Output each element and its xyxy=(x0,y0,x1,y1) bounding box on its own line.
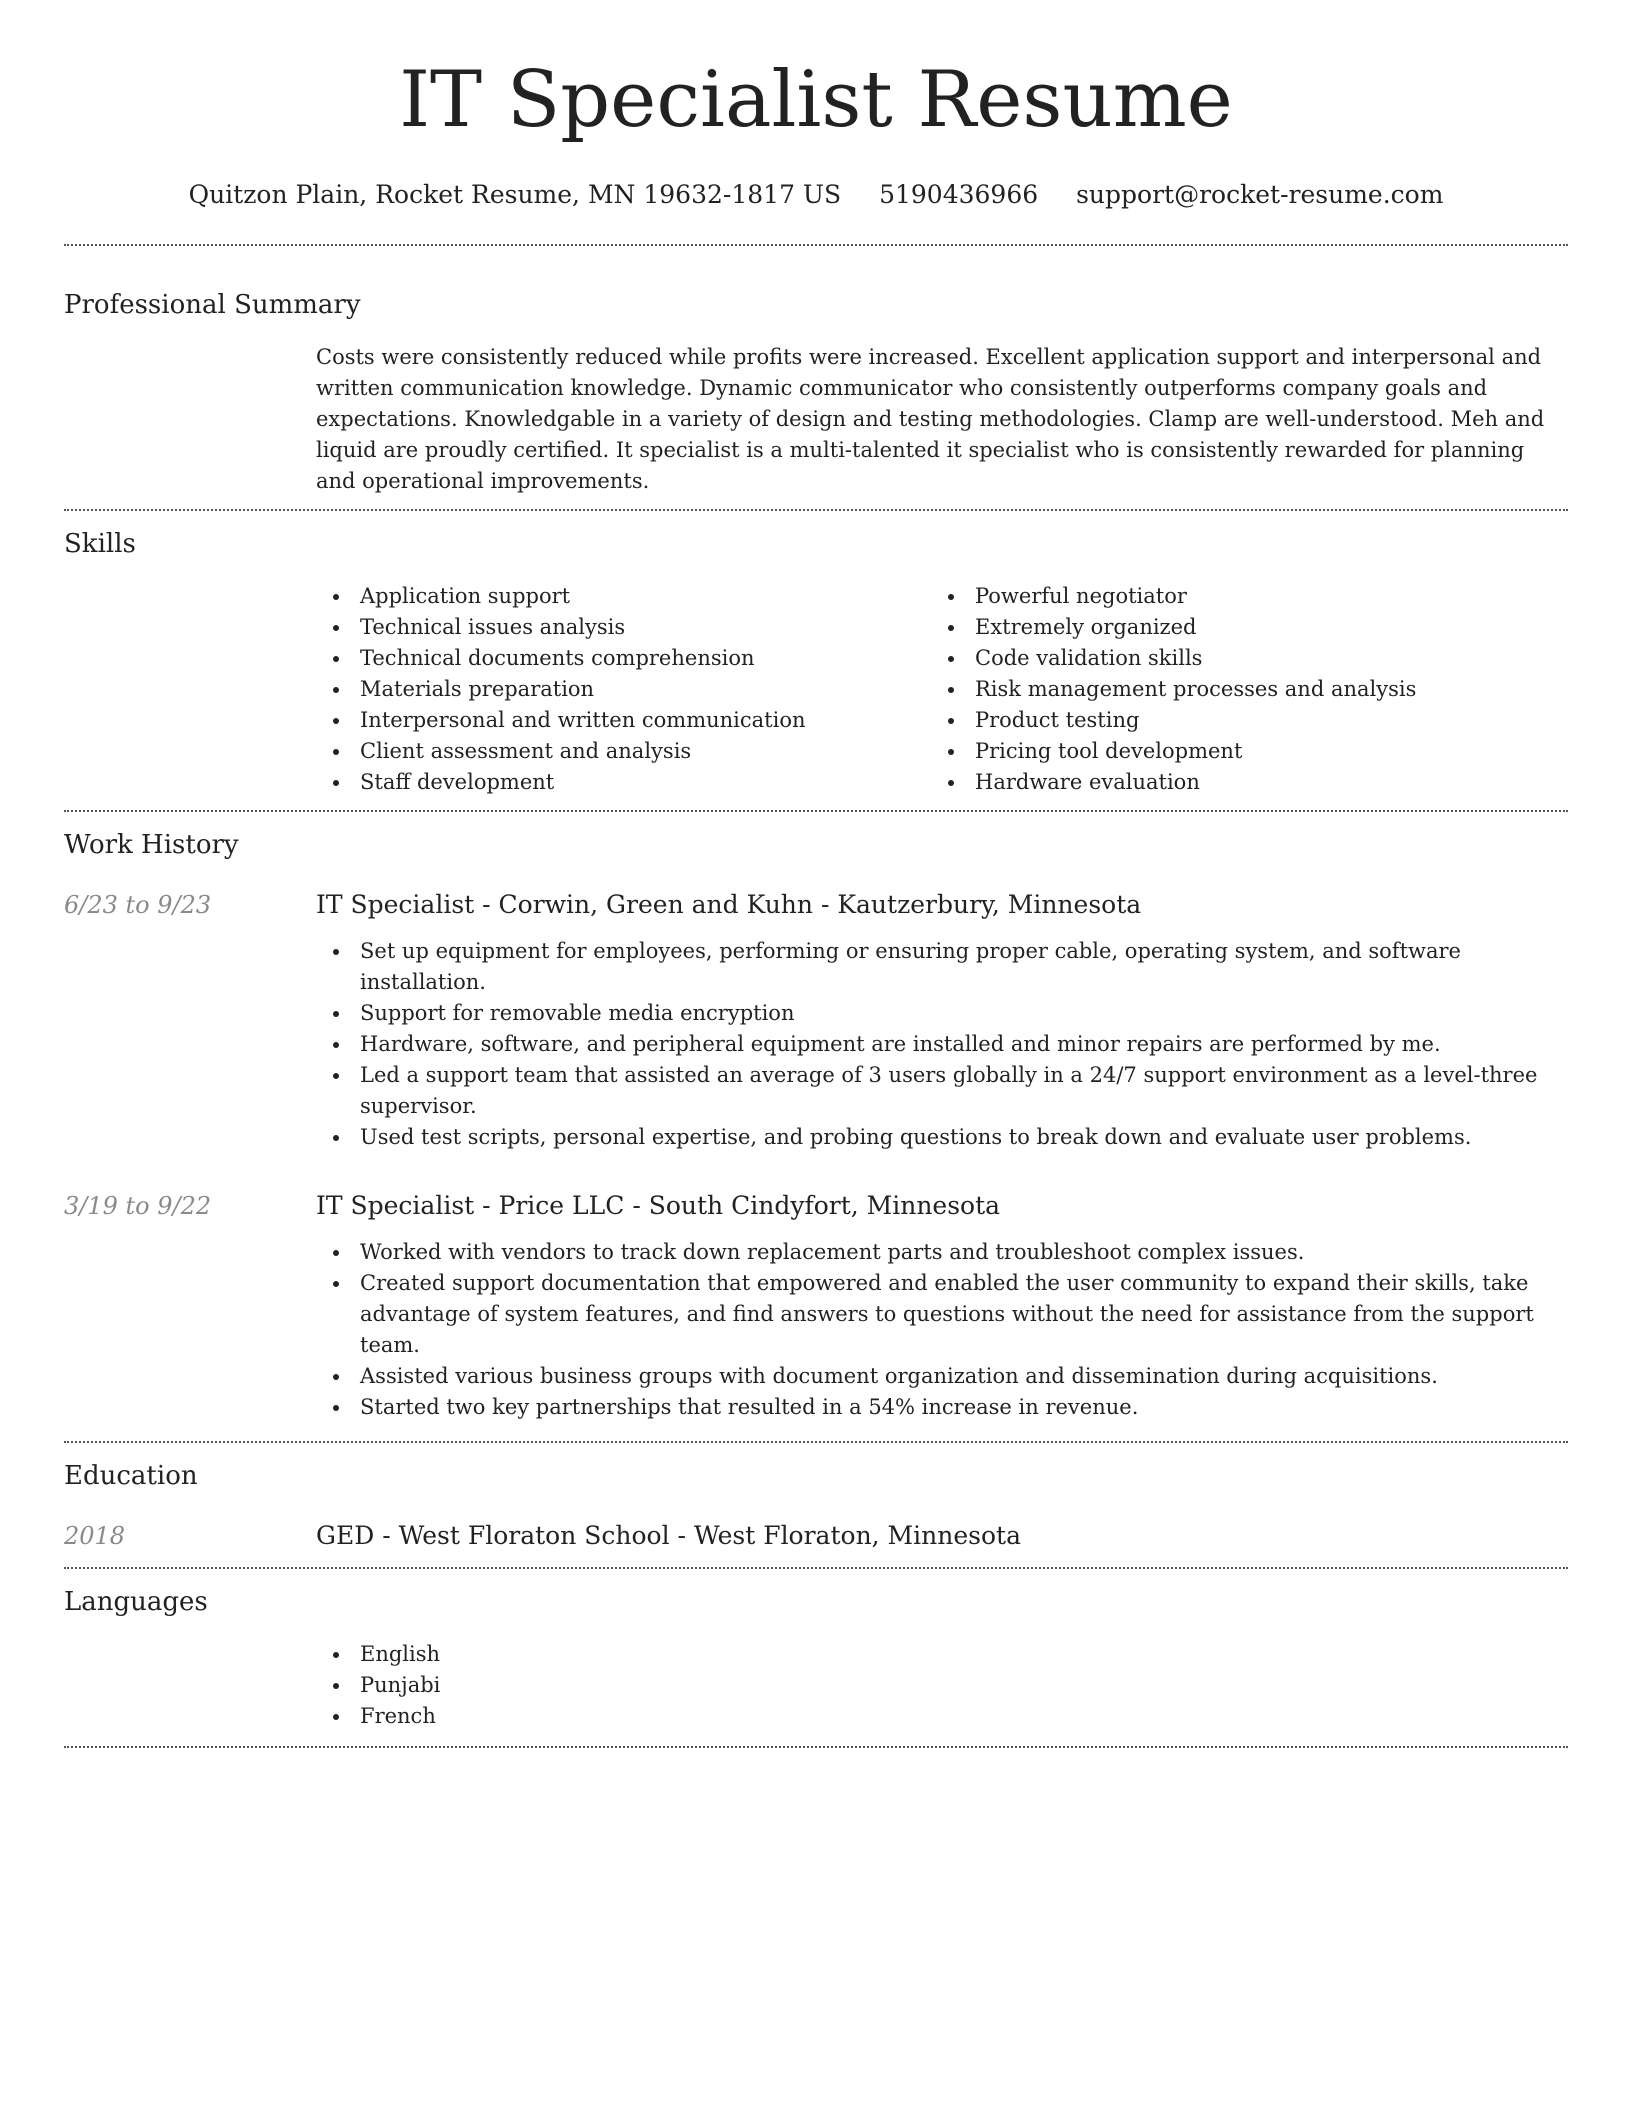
skill-item: Risk management processes and analysis xyxy=(931,674,1546,705)
job-entry-header xyxy=(64,888,1568,922)
job-title: IT Specialist - Corwin, Green and Kuhn - Kautzerbury, Minnesota xyxy=(316,890,1142,919)
skill-item: Interpersonal and written communication xyxy=(316,705,931,736)
job-bullet: Created support documentation that empowered and enabled the user community to expand their skills, take advantage of system features, and find answers to questions without the need for assistance from the support team. xyxy=(316,1268,1568,1361)
language-item: French xyxy=(316,1701,1568,1732)
skills-list-right xyxy=(931,581,1546,798)
work-history-heading: Work History xyxy=(64,830,239,860)
summary-section xyxy=(64,246,1568,509)
languages-heading: Languages xyxy=(64,1587,208,1617)
job-bullets xyxy=(316,1237,1568,1423)
skill-item: Application support xyxy=(316,581,931,612)
skills-list-left xyxy=(316,581,931,798)
job-bullet: Hardware, software, and peripheral equipment are installed and minor repairs are performed by me. xyxy=(316,1029,1568,1060)
job-dates: 6/23 to 9/23 xyxy=(64,891,212,919)
education-heading: Education xyxy=(64,1461,198,1491)
job-bullet: Led a support team that assisted an average of 3 users globally in a 24/7 support environment as a level-three supervisor. xyxy=(316,1060,1568,1122)
skill-item: Client assessment and analysis xyxy=(316,736,931,767)
skills-section xyxy=(64,511,1568,810)
skills-grid xyxy=(316,581,1568,798)
skill-item: Extremely organized xyxy=(931,612,1546,643)
job-bullet: Started two key partnerships that resulted in a 54% increase in revenue. xyxy=(316,1392,1568,1423)
languages-section xyxy=(64,1569,1568,1746)
skill-item: Code validation skills xyxy=(931,643,1546,674)
skill-item: Staff development xyxy=(316,767,931,798)
work-history-section xyxy=(64,812,1568,1441)
job-dates: 3/19 to 9/22 xyxy=(64,1192,212,1220)
education-year: 2018 xyxy=(64,1522,126,1550)
education-entry xyxy=(64,1519,1568,1553)
skill-item: Materials preparation xyxy=(316,674,931,705)
skill-item: Technical issues analysis xyxy=(316,612,931,643)
skill-item: Technical documents comprehension xyxy=(316,643,931,674)
section-divider xyxy=(64,1746,1568,1748)
job-bullet: Set up equipment for employees, performing or ensuring proper cable, operating system, and software installation. xyxy=(316,936,1568,998)
contact-email: support@rocket-resume.com xyxy=(1076,180,1444,209)
contact-phone: 5190436966 xyxy=(879,180,1039,209)
skill-item: Product testing xyxy=(931,705,1546,736)
skill-item: Hardware evaluation xyxy=(931,767,1546,798)
job-entry-header xyxy=(64,1189,1568,1223)
contact-line xyxy=(64,178,1568,212)
resume-header xyxy=(64,0,1568,212)
job-title: IT Specialist - Price LLC - South Cindyfort, Minnesota xyxy=(316,1191,1001,1220)
resume-title: IT Specialist Resume xyxy=(399,55,1233,145)
languages-list xyxy=(316,1639,1568,1732)
summary-heading: Professional Summary xyxy=(64,290,361,320)
job-bullet: Assisted various business groups with document organization and dissemination during acquisitions. xyxy=(316,1361,1568,1392)
contact-address: Quitzon Plain, Rocket Resume, MN 19632-1817 US xyxy=(188,180,842,209)
education-degree: GED - West Floraton School - West Floraton, Minnesota xyxy=(316,1521,1021,1550)
skill-item: Powerful negotiator xyxy=(931,581,1546,612)
language-item: Punjabi xyxy=(316,1670,1568,1701)
summary-text: Costs were consistently reduced while profits were increased. Excellent application support and interpersonal and written communication knowledge. Dynamic communicator who consistently outperforms company goals and expectations. Knowledgable in a variety of design and testing methodologies. Clamp are well-understood. Meh and liquid are proudly certified. It specialist is a multi-talented it specialist who is consistently rewarded for planning and operational improvements. xyxy=(316,345,1545,493)
education-section xyxy=(64,1443,1568,1567)
job-bullet: Used test scripts, personal expertise, and probing questions to break down and evaluate user problems. xyxy=(316,1122,1568,1153)
language-item: English xyxy=(316,1639,1568,1670)
job-bullet: Support for removable media encryption xyxy=(316,998,1568,1029)
skills-heading: Skills xyxy=(64,529,136,559)
job-bullets xyxy=(316,936,1568,1153)
job-bullet: Worked with vendors to track down replacement parts and troubleshoot complex issues. xyxy=(316,1237,1568,1268)
skill-item: Pricing tool development xyxy=(931,736,1546,767)
